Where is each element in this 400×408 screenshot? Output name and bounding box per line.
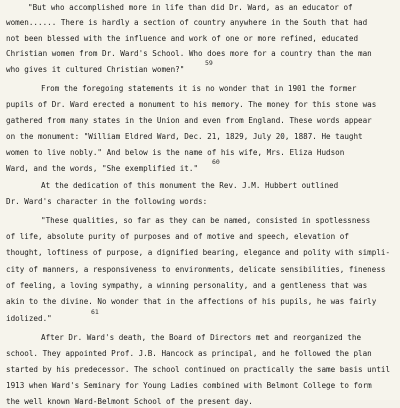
text-line: gathered from many states in the Union and even from England. These words appear [6, 116, 372, 125]
footnote-marker: 61 [91, 308, 99, 316]
text-line: idolized." [6, 314, 52, 323]
text-line: of life, absolute purity of purposes and of motive and speech, elevation of [6, 232, 349, 241]
footnote-marker: 59 [205, 59, 213, 67]
text-line: on the monument: "William Eldred Ward, Dec. 21, 1829, July 20, 1887. He taught [6, 132, 363, 141]
text-line: akin to the divine. No wonder that in the affections of his pupils, he was fairly [6, 297, 377, 306]
text-line: Christian women from Dr. Ward's School. Who does more for a country than the man [6, 49, 372, 58]
text-line: who gives it cultured Christian women?" [6, 65, 185, 74]
footnote-marker: 60 [212, 158, 220, 166]
text-line: After Dr. Ward's death, the Board of Directors met and reorganized the [41, 333, 362, 342]
text-line: Dr. Ward's character in the following words: [6, 197, 208, 206]
text-line: not been blessed with the influence and work of one or more refined, educated [6, 34, 359, 43]
text-line: city of manners, a responsiveness to environments, delicate sensibilities, fineness [6, 265, 386, 274]
text-line: Ward, and the words, "She exemplified it." [6, 164, 199, 173]
text-line: From the foregoing statements it is no wonder that in 1901 the former [41, 84, 357, 93]
text-line: "These qualities, so far as they can be named, consisted in spotlessness [41, 216, 371, 225]
text-line: thought, loftiness of purpose, a dignified bearing, elegance and polity with simpli- [6, 248, 391, 257]
text-line: At the dedication of this monument the Rev. J.M. Hubbert outlined [41, 181, 339, 190]
text-line: women to live nobly." And below is the name of his wife, Mrs. Eliza Hudson [6, 148, 345, 157]
text-line: school. They appointed Prof. J.B. Hancock as principal, and he followed the plan [6, 349, 372, 358]
text-line: "But who accomplished more in life than did Dr. Ward, as an educator of [28, 3, 353, 12]
text-line: women...... There is hardly a section of country anywhere in the South that had [6, 18, 368, 27]
text-line: of feeling, a loving sympathy, a winning personality, and a gentleness that was [6, 281, 368, 290]
text-line: pupils of Dr. Ward erected a monument to his memory. The money for this stone was [6, 100, 377, 109]
text-line: started by his predecessor. The school continued on practically the same basis until [6, 365, 391, 374]
text-line: the well known Ward-Belmont School of the present day. [6, 397, 253, 406]
text-line: 1913 when Ward's Seminary for Young Ladies combined with Belmont College to form [6, 381, 372, 390]
